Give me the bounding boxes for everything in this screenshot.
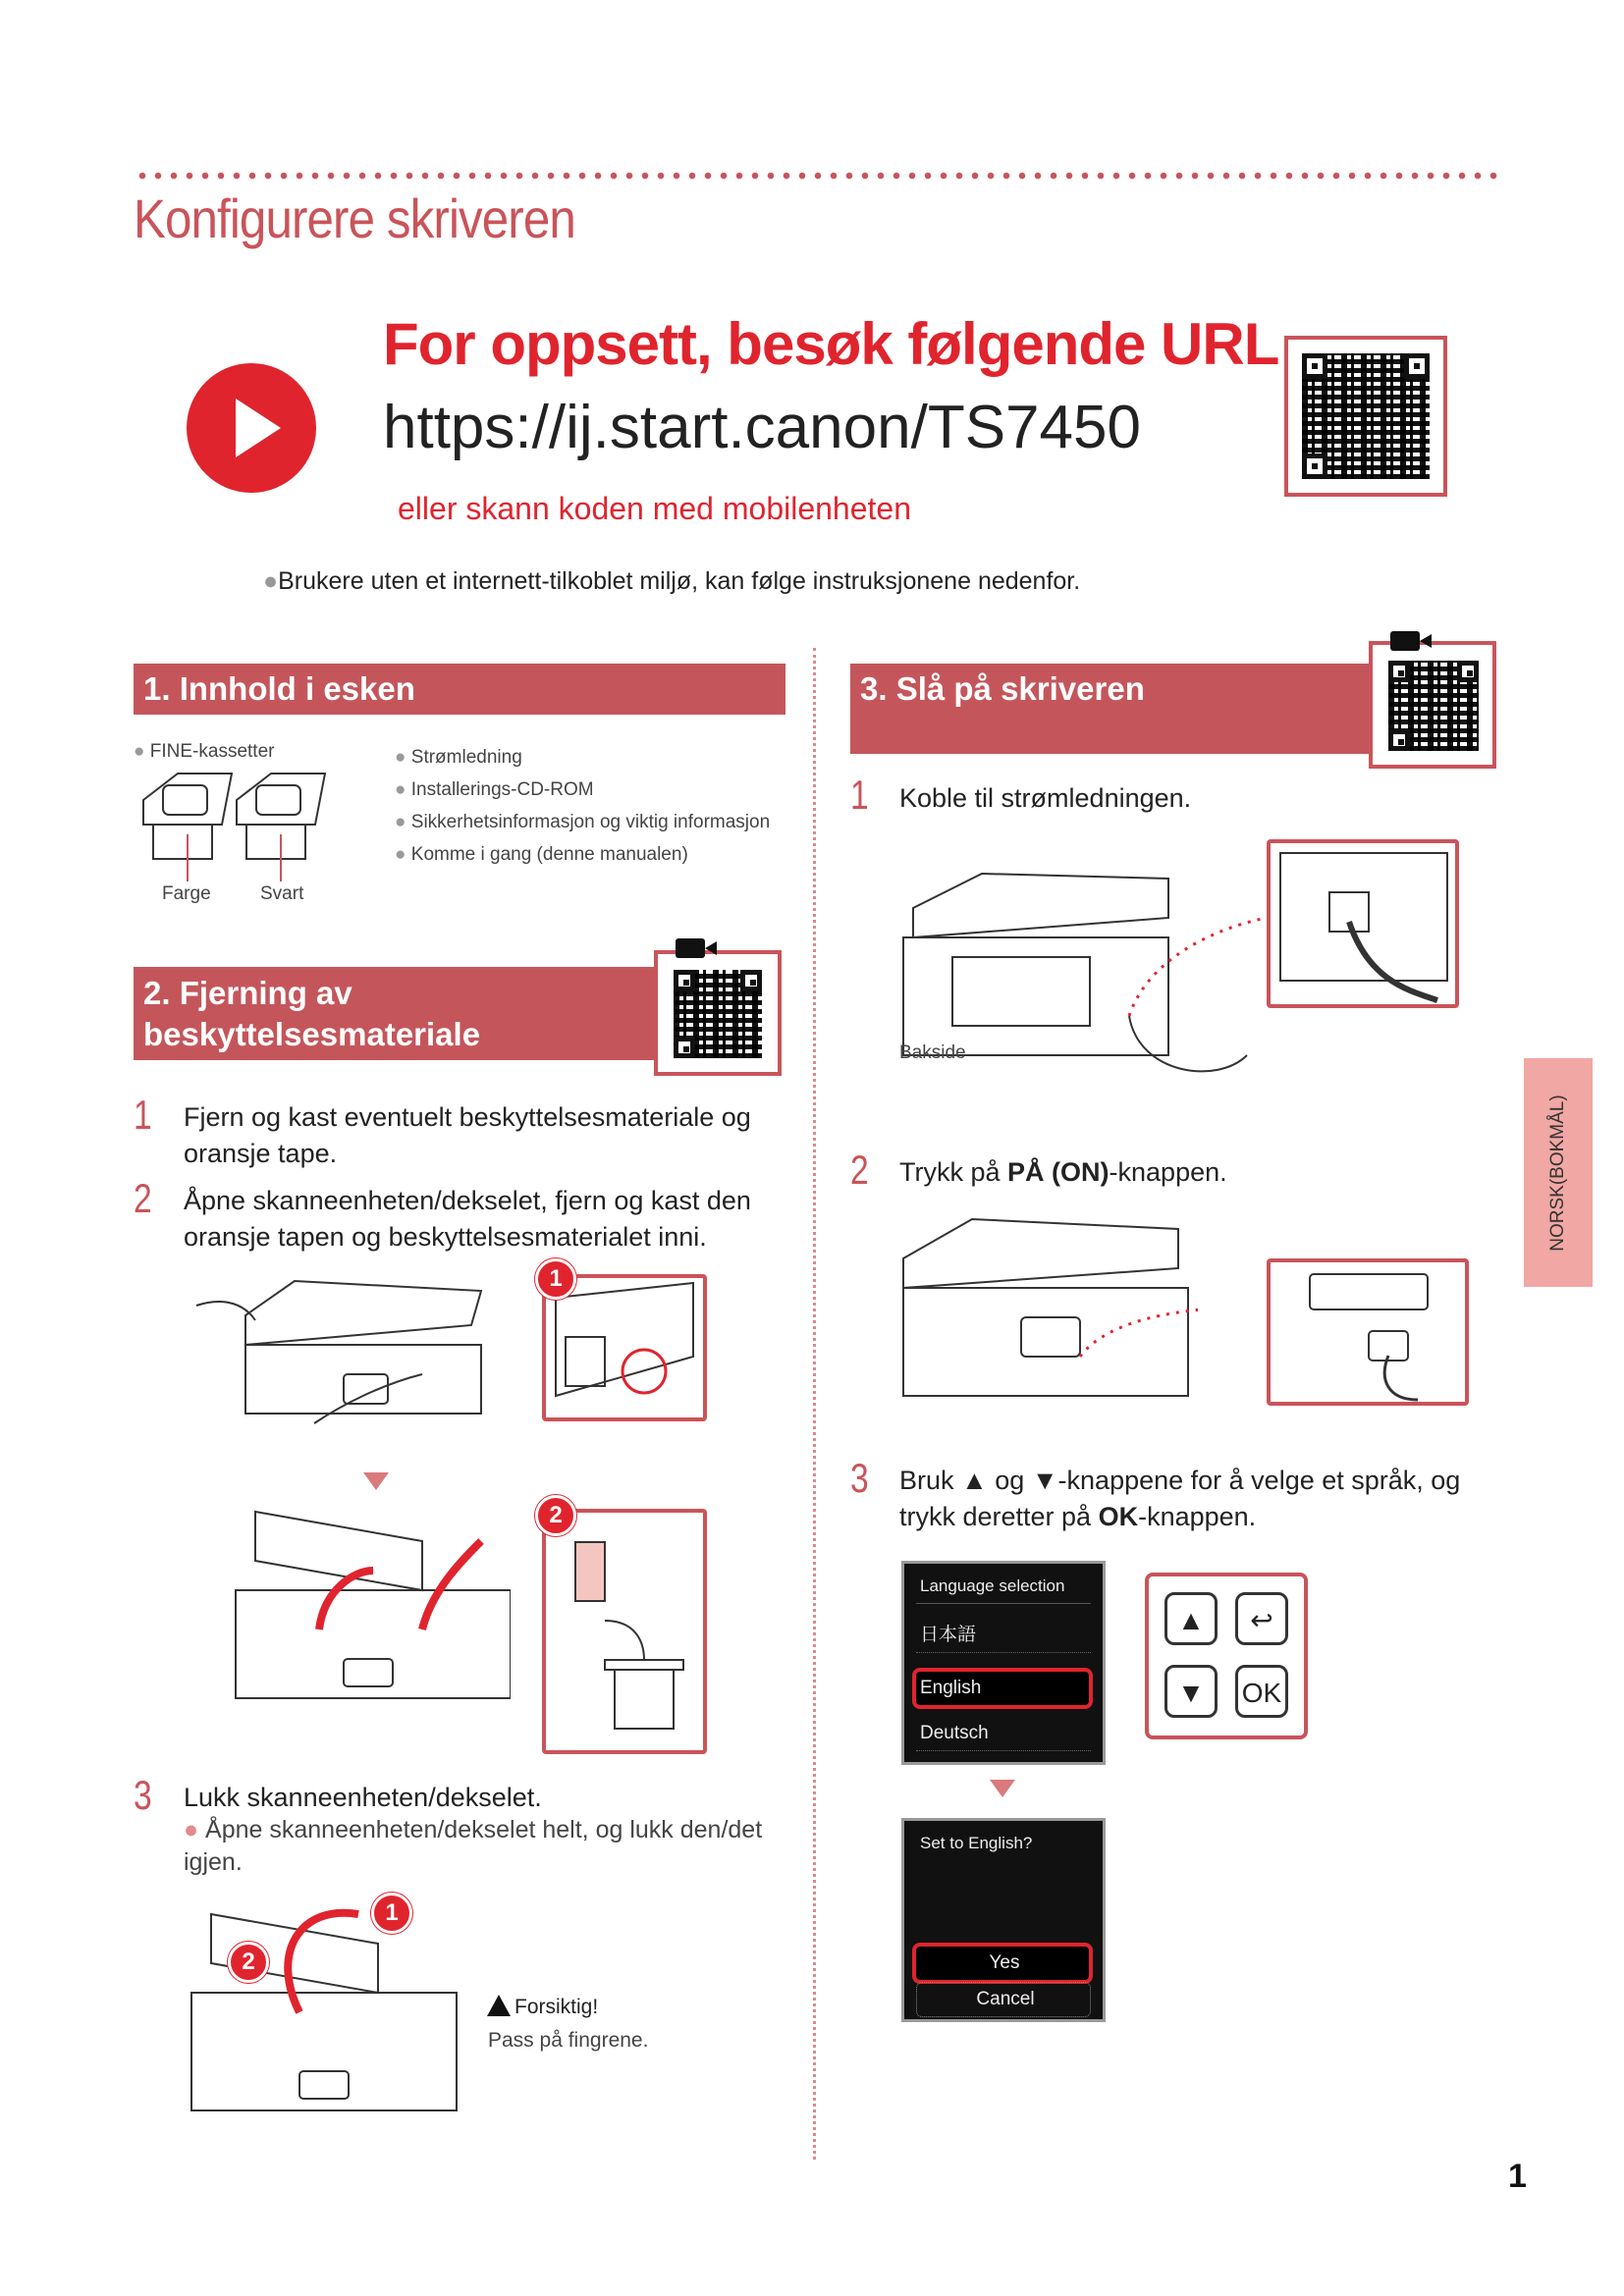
callout-badge: 1 — [371, 1893, 412, 1934]
caution-title-text: Forsiktig! — [514, 1996, 599, 2018]
qr-finder-icon — [740, 970, 762, 991]
section1-heading — [134, 664, 785, 715]
zoom-detail-box — [542, 1509, 707, 1754]
back-button[interactable]: ↩ — [1235, 1592, 1288, 1645]
step-number: 3 — [850, 1455, 869, 1501]
lcd-confirm-language — [901, 1818, 1106, 2022]
qr-finder-icon — [674, 970, 695, 991]
protective-material-trash-illustration — [546, 1513, 703, 1748]
dotted-rule — [135, 171, 1502, 181]
label-black: Svart — [260, 883, 304, 904]
arrow-down-icon — [990, 1780, 1015, 1797]
power-button-detail-illustration — [1271, 1262, 1465, 1402]
power-connector-detail-illustration — [1271, 843, 1455, 1004]
column-divider — [813, 648, 816, 2160]
step3-sub-note — [184, 1814, 792, 1879]
lcd-title: Set to English? — [920, 1834, 1033, 1852]
qr-finder-icon — [1388, 661, 1410, 682]
zoom-detail-box — [1267, 1258, 1469, 1406]
step-number: 2 — [850, 1147, 869, 1193]
list-item: ● Sikkerhetsinformasjon og viktig informasjon — [395, 812, 771, 832]
bullet-icon: ● — [263, 567, 279, 595]
fine-cartridges-illustration — [134, 766, 350, 883]
printer-front-illustration — [893, 1209, 1198, 1406]
language-side-tab — [1524, 1058, 1593, 1287]
printer-close-scanner-illustration — [182, 1895, 466, 2120]
step-text: Lukk skanneenheten/dekselet. — [184, 1783, 542, 1812]
step3-line1: Bruk ▲ og ▼-knappene for å velge et språk, og — [899, 1466, 1461, 1495]
lcd-language-selection — [901, 1561, 1106, 1765]
warning-icon — [487, 1995, 511, 2016]
step-number: 2 — [134, 1175, 152, 1221]
step2-text-post: -knappen. — [1109, 1157, 1227, 1187]
section2-heading-line2: beskyttelsesmateriale — [143, 1016, 481, 1052]
caution-text: Pass på fingrene. — [488, 2029, 649, 2052]
label-color: Farge — [162, 883, 211, 904]
triangle-up-icon: ▲ — [961, 1466, 988, 1495]
lcd-option[interactable]: Deutsch — [916, 1717, 1091, 1751]
qr-finder-icon — [1457, 661, 1479, 682]
qr-code-setup[interactable] — [1284, 336, 1447, 497]
step-text: Koble til strømledningen. — [899, 783, 1192, 813]
zoom-detail-box — [1267, 839, 1459, 1008]
setup-headline: For oppsett, besøk følgende URL — [383, 311, 1279, 377]
lcd-title: Language selection — [916, 1570, 1091, 1604]
offline-note — [263, 567, 1080, 596]
lcd-option-selected[interactable]: English — [912, 1668, 1093, 1709]
video-camera-icon — [1390, 631, 1420, 651]
qr-finder-icon — [1404, 353, 1430, 379]
down-button[interactable]: ▼ — [1164, 1665, 1218, 1718]
lcd-cancel-option[interactable]: Cancel — [916, 1982, 1091, 2017]
qr-finder-icon — [1302, 353, 1327, 379]
cartridge-item-text: FINE-kassetter — [149, 741, 275, 762]
cartridge-item: ● FINE-kassetter — [134, 741, 275, 762]
triangle-down-icon: ▼ — [1031, 1466, 1058, 1495]
page-title: Konfigurere skriveren — [134, 187, 575, 249]
list-item: ● Komme i gang (denne manualen) — [395, 844, 688, 865]
box-contents-list — [395, 741, 770, 871]
bullet-icon: ● — [184, 1816, 206, 1843]
lcd-yes-option[interactable]: Yes — [912, 1943, 1093, 1984]
step-text — [899, 1154, 1227, 1191]
qr-finder-icon — [1388, 729, 1410, 751]
lcd-option[interactable]: 日本語 — [916, 1619, 1091, 1653]
printer-scanner-raised-illustration — [226, 1502, 511, 1708]
callout-badge: 2 — [228, 1942, 269, 1983]
up-button[interactable]: ▲ — [1164, 1592, 1218, 1645]
section2-heading — [134, 967, 654, 1060]
video-camera-icon — [676, 938, 705, 958]
section2-heading-line1: 2. Fjerning av — [143, 975, 352, 1011]
caution-title — [487, 1995, 598, 2019]
list-item: ● Strømledning — [395, 747, 522, 768]
setup-url[interactable]: https://ij.start.canon/TS7450 — [383, 394, 1141, 461]
qr-finder-icon — [674, 1037, 695, 1058]
list-item: ● Installerings-CD-ROM — [395, 779, 594, 800]
printer-rear-power-cord-illustration — [893, 859, 1306, 1114]
callout-badge: 1 — [535, 1258, 576, 1300]
offline-note-text: Brukere uten et internett-tilkoblet miljø, kan følge instruksjonene nedenfor. — [278, 567, 1081, 595]
step-text: Fjern og kast eventuelt beskyttelsesmateriale og oransje tape. — [184, 1102, 751, 1168]
printer-open-scanner-illustration — [187, 1266, 520, 1433]
step3-line2: trykk deretter på OK-knappen. — [899, 1502, 1257, 1531]
step2-text-pre: Trykk på — [899, 1157, 1008, 1187]
qr-finder-icon — [1302, 454, 1327, 479]
qr-code-section2[interactable] — [654, 950, 782, 1076]
page-number: 1 — [1508, 2158, 1527, 2195]
step-number: 1 — [850, 772, 869, 818]
arrow-down-icon — [363, 1472, 389, 1490]
section3-heading-text: 3. Slå på skriveren — [860, 670, 1145, 707]
label-back: Bakside — [899, 1042, 966, 1063]
scan-note: eller skann koden med mobilenheten — [398, 491, 911, 526]
section1-heading-text: 1. Innhold i esken — [143, 670, 415, 707]
ok-button[interactable]: OK — [1235, 1665, 1288, 1718]
step-text: Åpne skanneenheten/dekselet, fjern og kast den oransje tapen og beskyttelsesmaterialet inni. — [184, 1186, 751, 1252]
step-number: 1 — [134, 1092, 152, 1138]
play-icon[interactable] — [187, 363, 316, 493]
step-number: 3 — [134, 1772, 152, 1818]
section3-heading — [850, 664, 1371, 754]
step-text — [899, 1463, 1508, 1535]
tape-detail-illustration — [546, 1278, 703, 1417]
step3-sub-note-text: Åpne skanneenheten/dekselet helt, og lukk den/det igjen. — [184, 1816, 763, 1876]
qr-code-section3[interactable] — [1369, 641, 1496, 769]
step2-text-bold: PÅ (ON) — [1007, 1157, 1110, 1187]
side-tab-text: NORSK(BOKMÅL) — [1547, 1094, 1568, 1252]
callout-badge: 2 — [535, 1495, 576, 1536]
operation-panel-keys — [1145, 1573, 1308, 1739]
